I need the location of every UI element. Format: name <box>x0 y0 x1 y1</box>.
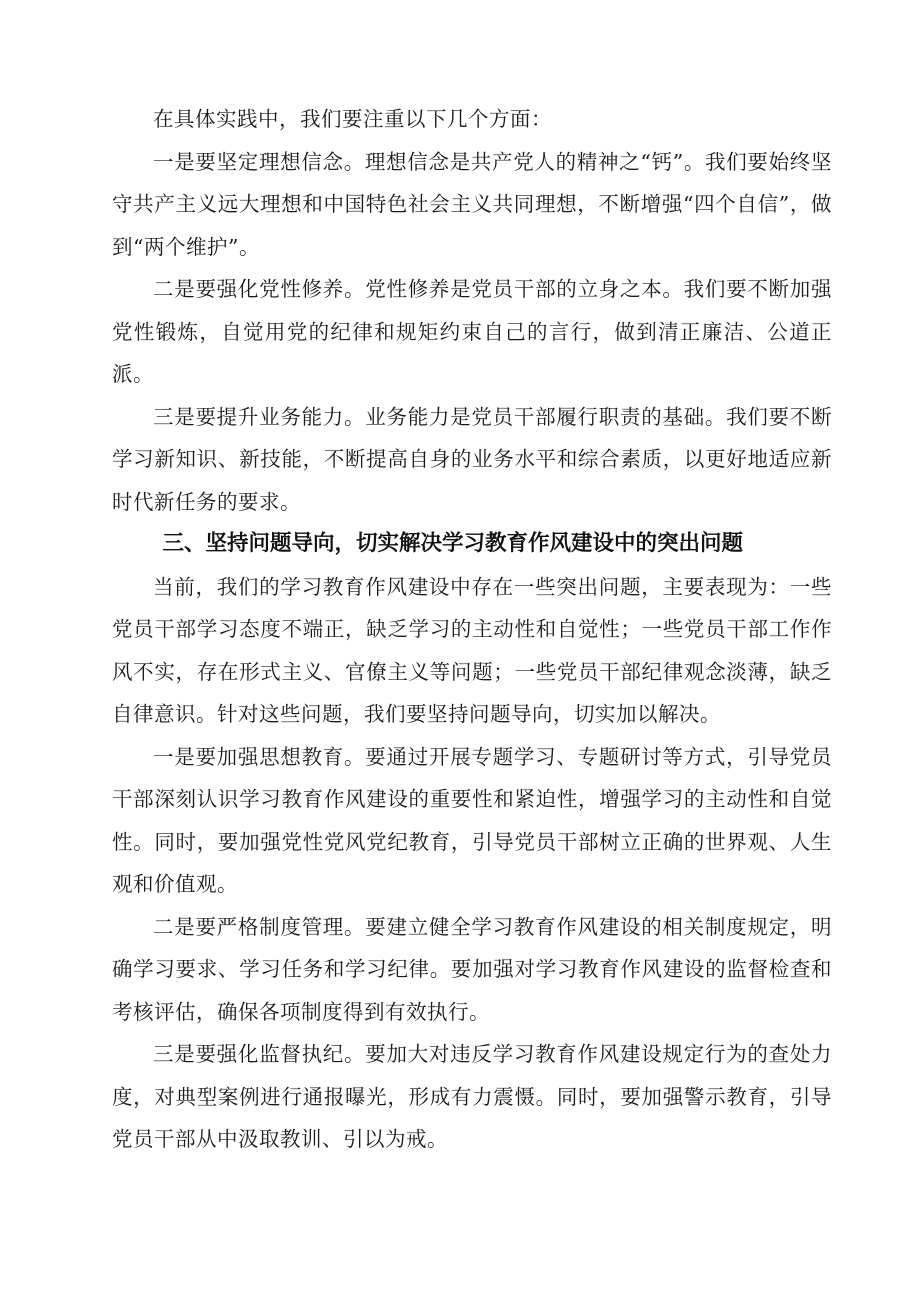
paragraph-point-1: 一是要坚定理想信念。理想信念是共产党人的精神之“钙”。我们要始终坚守共产主义远大理想和中国特色社会主义共同理想，不断增强“四个自信”，做到“两个维护”。 <box>112 149 832 259</box>
paragraph-measure-3: 三是要强化监督执纪。要加大对违反学习教育作风建设规定行为的查处力度，对典型案例进行通报曝光，形成有力震慑。同时，要加强警示教育，引导党员干部从中汲取教训、引以为戒。 <box>112 1042 832 1151</box>
document-body <box>112 98 832 1161</box>
paragraph-point-3: 三是要提升业务能力。业务能力是党员干部履行职责的基础。我们要不断学习新知识、新技能，不断提高自身的业务水平和综合素质，以更好地适应新时代新任务的要求。 <box>112 404 832 514</box>
paragraph-point-2: 二是要强化党性修养。党性修养是党员干部的立身之本。我们要不断加强党性锻炼，自觉用党的纪律和规矩约束自己的言行，做到清正廉洁、公道正派。 <box>112 277 832 386</box>
paragraph-measure-1: 一是要加强思想教育。要通过开展专题学习、专题研讨等方式，引导党员干部深刻认识学习教育作风建设的重要性和紧迫性，增强学习的主动性和自觉性。同时，要加强党性党风党纪教育，引导党员干部树立正确的世界观、人生观和价值观。 <box>112 744 832 896</box>
paragraph-section-3-intro: 当前，我们的学习教育作风建设中存在一些突出问题，主要表现为：一些党员干部学习态度不端正，缺乏学习的主动性和自觉性；一些党员干部工作作风不实，存在形式主义、官僚主义等问题；一些党员干部纪律观念淡薄，缺乏自律意识。针对这些问题，我们要坚持问题导向，切实加以解决。 <box>112 574 832 726</box>
paragraph-intro: 在具体实践中，我们要注重以下几个方面： <box>153 107 552 131</box>
paragraph-measure-2: 二是要严格制度管理。要建立健全学习教育作风建设的相关制度规定，明确学习要求、学习任务和学习纪律。要加强对学习教育作风建设的监督检查和考核评估，确保各项制度得到有效执行。 <box>112 914 832 1024</box>
section-heading-3: 三、坚持问题导向，切实解决学习教育作风建设中的突出问题 <box>162 531 744 556</box>
